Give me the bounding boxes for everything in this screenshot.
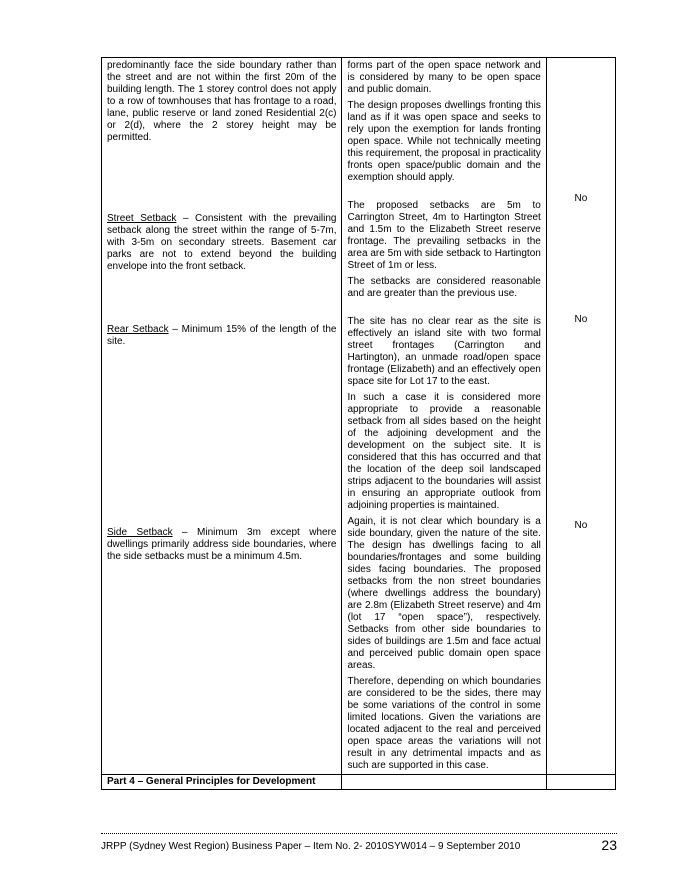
rear-setback-label: Rear Setback [107,324,169,335]
assessment-paragraph: forms part of the open space network and is considered by many to be open space and public domain. [347,60,541,95]
assessment-paragraph: The setbacks are considered reasonable and are greater than the previous use. [347,276,541,299]
height-control-text: predominantly face the side boundary rather than the street and are not within the first 20m of the building length. The 1 storey control does not apply to a row of townhouses that has frontage to a road, lane, public reserve or land zoned Residential 2(c) or 2(d), where the 2 storey height may be permitted. [107,60,337,143]
rear-setback-text: – Minimum 15% of the length of the site. [107,324,337,347]
controls-cell [102,58,342,775]
assessment-paragraph: The site has no clear rear as the site is effectively an island site with two formal street frontages (Carrington and Hartington), an unmade road/open space frontage (Elizabeth) and an effectively open space site for Lot 17 to the east. [347,316,541,387]
street-setback-control [107,213,336,273]
assessment-table [101,57,616,790]
empty-cell [546,775,615,790]
complies-value: No [574,193,588,204]
side-setback-text: – Minimum 3m except where dwellings primarily address side boundaries, where the side setbacks must be a minimum 4.5m. [107,527,337,562]
assessment-cell [342,58,546,775]
complies-value: No [574,520,588,531]
assessment-paragraph: Again, it is not clear which boundary is a side boundary, given the nature of the site. The design has dwellings facing to all boundaries/frontages and some building sides facing boundaries. The proposed setbacks from the non street boundaries (where dwellings address the boundary) are 2.8m (Elizabeth Street reserve) and 4m (lot 17 “open space”), respectively. Setbacks from other side boundaries to sides of buildings are 1.5m and face actual and perceived public domain open space areas. [347,516,541,671]
complies-value: No [574,314,588,325]
footer-divider [101,833,617,834]
complies-cell [546,58,615,775]
part-heading: Part 4 – General Principles for Development [102,775,342,790]
street-setback-text: – Consistent with the prevailing setback along the street within the range of 5-7m, with 3-5m on secondary streets. Basement car parks are not to extend beyond the building envelope into the front setback. [107,213,337,272]
side-setback-label: Side Setback [107,527,173,538]
side-setback-control [107,527,336,563]
assessment-paragraph: Therefore, depending on which boundaries are considered to be the sides, there may be some variations of the control in some limited locations. Given the variations are located adjacent to the real and perceived open space areas the variations will not result in any detrimental impacts and as such are supported in this case. [347,676,541,771]
assessment-paragraph: The proposed setbacks are 5m to Carrington Street, 4m to Hartington Street and 1.5m to the Elizabeth Street reserve frontage. The prevailing setbacks in the area are 5m with side setback to Hartington Street of 1m or less. [347,200,541,271]
page-number: 23 [601,837,617,853]
table-row [102,58,616,775]
assessment-paragraph: The design proposes dwellings fronting this land as if it was open space and seeks to rely upon the exemption for lands fronting open space. While not technically meeting this requirement, the proposal in practicality fronts open space/public domain and the exemption should apply. [347,100,541,183]
assessment-paragraph: In such a case it is considered more appropriate to provide a reasonable setback from all sides based on the height of the adjoining development and the development on the subject site. It is considered that this has occurred and that the location of the deep soil landscaped strips adjacent to the boundaries will assist in ensuring an appropriate outlook from adjoining properties is maintained. [347,392,541,511]
street-setback-label: Street Setback [107,213,177,224]
table-row [102,775,616,790]
footer-text: JRPP (Sydney West Region) Business Paper – Item No. 2- 2010SYW014 – 9 September 2010 [101,841,521,852]
rear-setback-control [107,324,336,348]
empty-cell [342,775,546,790]
